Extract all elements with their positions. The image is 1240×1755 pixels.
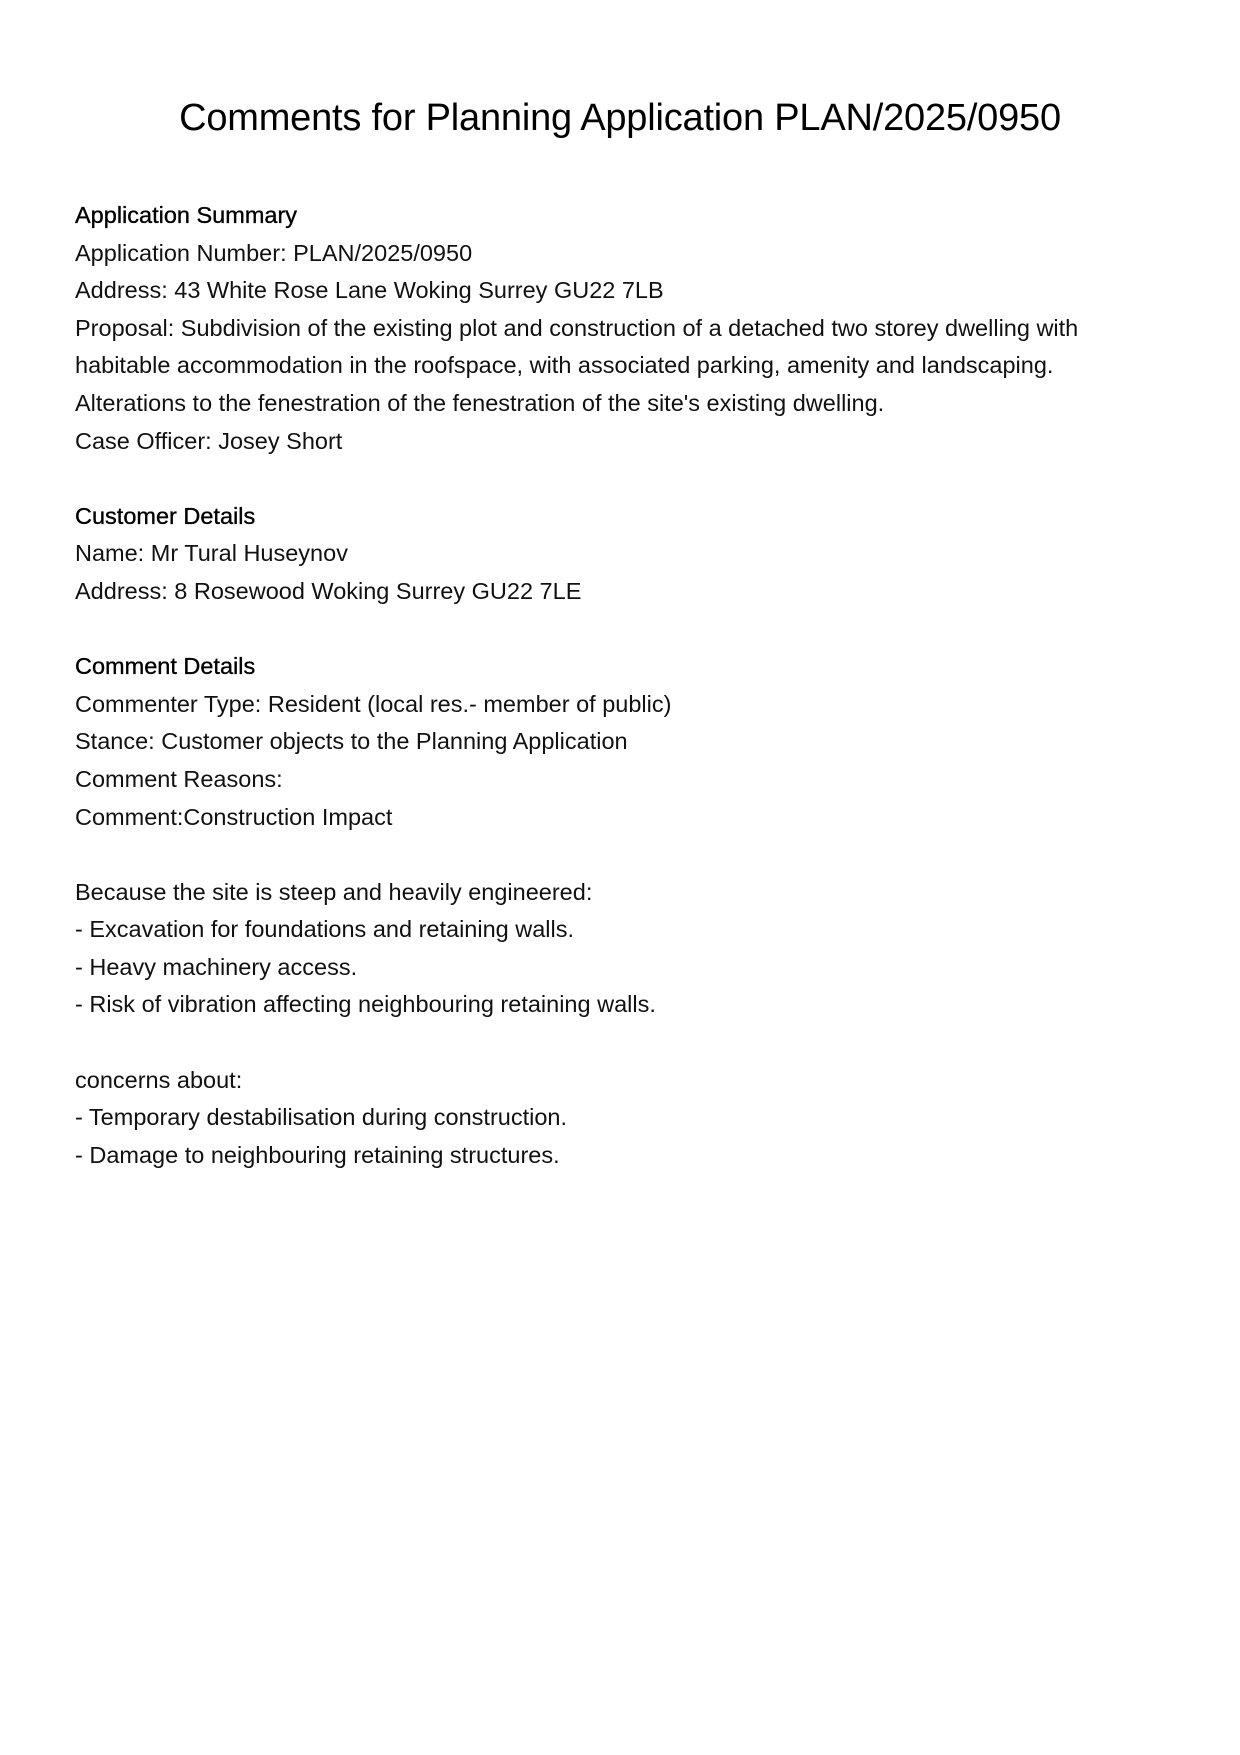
customer-name: Name: Mr Tural Huseynov — [75, 540, 348, 567]
comment-reasons: Comment Reasons: — [75, 765, 283, 792]
comment-details-heading: Comment Details — [75, 653, 256, 680]
commenter-type: Commenter Type: Resident (local res.- member of public) — [75, 690, 672, 717]
proposal-line: habitable accommodation in the roofspace, with associated parking, amenity and landscaping. — [75, 352, 1054, 379]
application-summary-section — [75, 197, 1175, 460]
application-summary-heading: Application Summary — [75, 202, 298, 228]
comment-details-section — [75, 648, 1175, 1174]
application-number: Application Number: PLAN/2025/0950 — [75, 239, 473, 266]
customer-details-heading: Customer Details — [75, 502, 256, 529]
page-title: Comments for Planning Application PLAN/2025/0950 — [179, 97, 1061, 139]
case-officer: Case Officer: Josey Short — [75, 427, 343, 454]
spacer — [75, 1024, 1175, 1062]
comment-paragraph-intro: Because the site is steep and heavily engineered: — [75, 878, 593, 905]
comment-paragraph-intro: concerns about: — [75, 1066, 243, 1093]
proposal-line: Proposal: Subdivision of the existing plot and construction of a detached two storey dwelling with — [75, 314, 1079, 341]
spacer — [75, 836, 1175, 874]
customer-details-section — [75, 498, 1175, 611]
customer-address: Address: 8 Rosewood Woking Surrey GU22 7LE — [75, 577, 582, 604]
proposal-line: Alterations to the fenestration of the fenestration of the site's existing dwelling. — [75, 389, 885, 416]
comment-bullet: - Risk of vibration affecting neighbouring retaining walls. — [75, 991, 656, 1018]
comment-summary: Comment:Construction Impact — [75, 803, 393, 830]
application-address: Address: 43 White Rose Lane Woking Surrey GU22 7LB — [75, 277, 664, 304]
comment-bullet: - Heavy machinery access. — [75, 953, 358, 980]
comment-bullet: - Damage to neighbouring retaining structures. — [75, 1141, 560, 1168]
stance: Stance: Customer objects to the Planning Application — [75, 728, 628, 755]
document-body — [75, 197, 1175, 1174]
comment-bullet: - Temporary destabilisation during construction. — [75, 1104, 568, 1131]
comment-bullet: - Excavation for foundations and retaining walls. — [75, 916, 575, 943]
